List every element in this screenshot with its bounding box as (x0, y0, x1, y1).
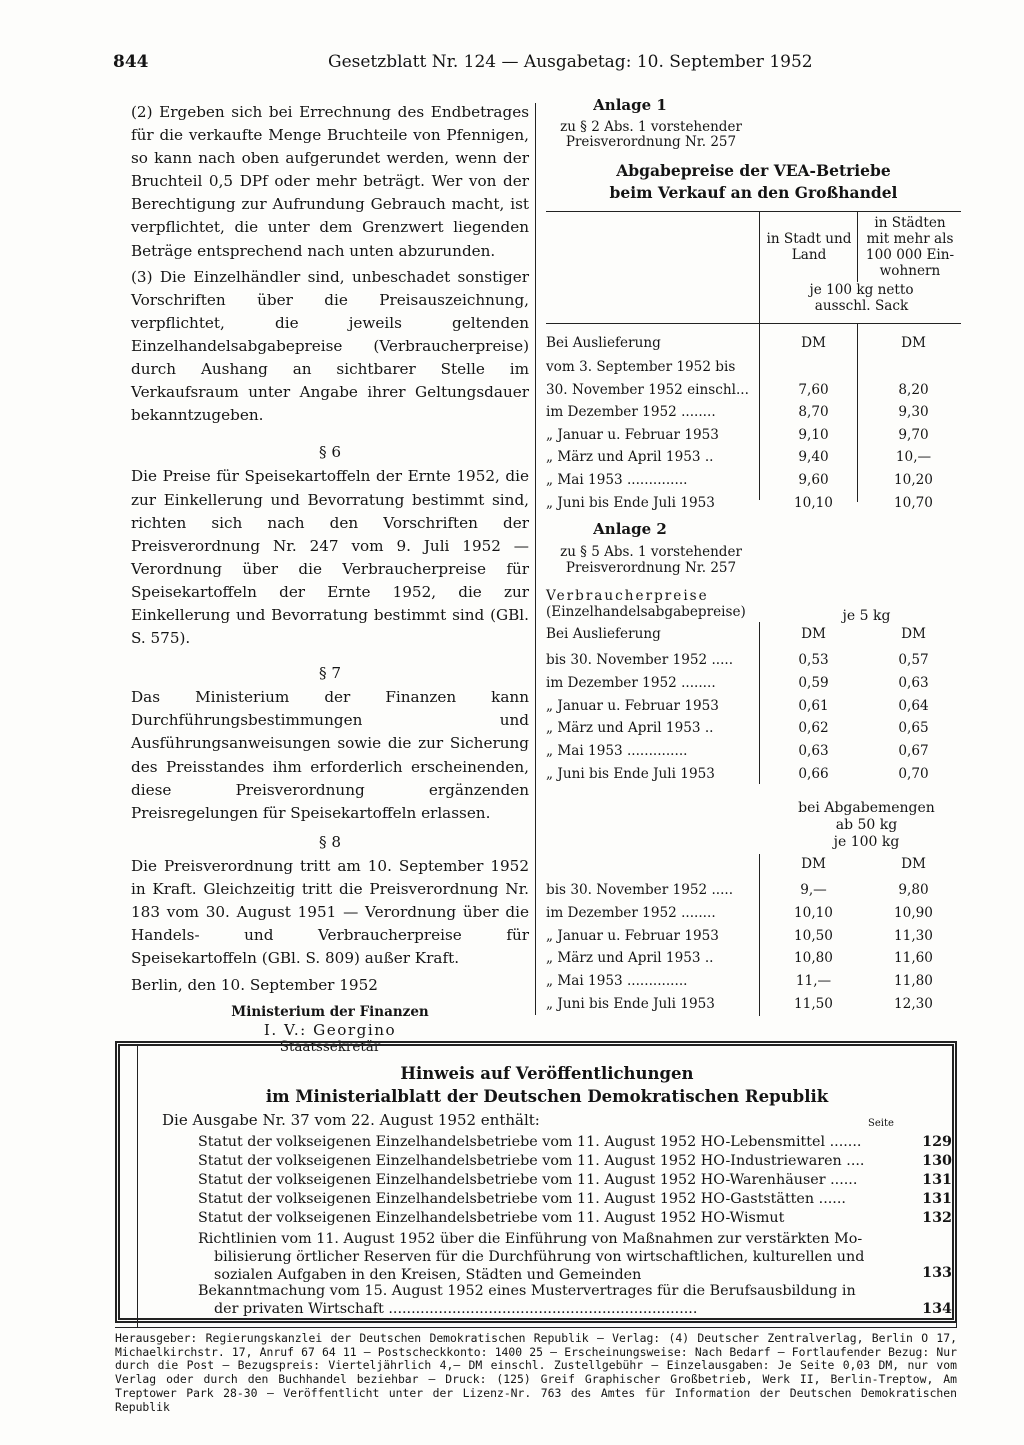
table-1-row-label: „ Juni bis Ende Juli 1953 (546, 494, 715, 511)
toc-item-page: 129 (922, 1134, 952, 1150)
section-7-heading: § 7 (318, 664, 342, 683)
notice-intro: Die Ausgabe Nr. 37 vom 22. August 1952 enthält: (162, 1111, 540, 1129)
right-column (546, 96, 961, 1026)
place-date: Berlin, den 10. September 1952 (131, 976, 378, 995)
toc-item (198, 1152, 952, 1170)
anlage-1-title: Anlage 1 (593, 96, 667, 114)
bei-auslieferung-2: Bei Auslieferung (546, 626, 661, 642)
section-6-text: Die Preise für Speisekartoffeln der Ernte 1952, die zur Einkellerung und Bevorratung bestimmt sind, richten sich nach den Vorschriften der Preisverordnung Nr. 247 vom 9. Juli 1952 — Verordnung über die Verbraucherpreise für Speisekartoffeln der Ernte 1952, die zur Einkellerung und Bevorratung bestimmt sind (GBl. S. 575). (131, 467, 529, 648)
table-3-row-label: „ Juni bis Ende Juli 1953 (546, 996, 715, 1012)
column-divider (535, 103, 536, 1015)
table-1-row (546, 472, 961, 495)
table-1-header-rule (546, 323, 961, 324)
table-1-top-rule (546, 211, 961, 212)
table-2-row (546, 652, 961, 675)
toc-item-page: 131 (922, 1191, 952, 1207)
table-3-row-value-1: 10,80 (794, 950, 833, 967)
table-3-row (546, 928, 961, 951)
currency-3-1: DM (801, 856, 826, 872)
toc-item-text: Statut der volkseigenen Einzelhandelsbetriebe vom 11. August 1952 HO-Wismut (198, 1210, 785, 1226)
toc-item-7 (198, 1282, 952, 1318)
gazette-title: Gesetzblatt Nr. 124 — Ausgabetag: 10. September 1952 (328, 52, 813, 72)
table-1-row-label: „ Januar u. Februar 1953 (546, 426, 719, 443)
table-1-vline-2 (857, 212, 858, 282)
currency-1: DM (801, 335, 826, 351)
page-number: 844 (113, 52, 149, 72)
table-2-row-value-2: 0,67 (898, 743, 929, 760)
table-3-row-value-2: 12,30 (894, 996, 933, 1012)
bulk-line-2: ab 50 kg (835, 817, 898, 833)
table-1-row (546, 449, 961, 472)
table-3-row-value-2: 11,80 (894, 973, 933, 990)
toc-item (198, 1209, 952, 1227)
toc-item-6-page: 133 (922, 1265, 952, 1281)
toc-item-page: 130 (922, 1153, 952, 1169)
table-2-row (546, 698, 961, 721)
table-1-row-label: vom 3. September 1952 bis (546, 359, 736, 375)
page-header (113, 52, 955, 76)
signature-name: I. V.: Georgino (263, 1021, 397, 1040)
table-1-row-value-2: 8,20 (898, 381, 929, 398)
table-3-row-value-2: 10,90 (894, 904, 933, 921)
col-2-line-4: wohnern (879, 263, 941, 279)
signature-role: Staatssekretär (279, 1039, 381, 1056)
einzelhandelsabgabepreise: (Einzelhandelsabgabepreise) (546, 604, 746, 620)
toc-item (198, 1171, 952, 1189)
table-3-row-label: „ Mai 1953 .............. (546, 973, 688, 990)
col-1-line-1: in Stadt und (766, 231, 852, 247)
table-1-row-value-1: 7,60 (798, 381, 829, 398)
table-1-row (546, 404, 961, 427)
table-2-row-label: „ März und April 1953 .. (546, 720, 714, 737)
table-2-row-label: bis 30. November 1952 ..... (546, 652, 734, 668)
table-1-row-label: 30. November 1952 einschl... (546, 381, 749, 398)
notice-box-inner (137, 1046, 957, 1328)
footer-rule (115, 1327, 957, 1328)
notice-title-1: Hinweis auf Veröffentlichungen (400, 1064, 694, 1083)
table-1-row-value-2: 10,70 (894, 494, 933, 511)
table-2-unit: je 5 kg (842, 608, 891, 624)
left-column (131, 101, 529, 1056)
currency-2-1: DM (801, 626, 826, 642)
table-2-subhead-row (546, 626, 961, 649)
table-3-row-label: „ März und April 1953 .. (546, 950, 714, 967)
table-1-row-label: „ Mai 1953 .............. (546, 472, 688, 488)
toc-item-text: Statut der volkseigenen Einzelhandelsbetriebe vom 11. August 1952 HO-Industriewaren .... (198, 1153, 865, 1169)
unit-line-2: ausschl. Sack (814, 298, 909, 314)
currency-3-2: DM (901, 856, 926, 872)
toc-item-text: Statut der volkseigenen Einzelhandelsbetriebe vom 11. August 1952 HO-Warenhäuser ...... (198, 1172, 858, 1188)
table-1-row-value-1: 9,10 (798, 426, 829, 443)
table-1-row-label: im Dezember 1952 ........ (546, 404, 716, 421)
toc-item-7-line-1: Bekanntmachung vom 15. August 1952 eines Mustervertrages für die Berufsausbildung in (198, 1283, 856, 1299)
section-8-text: Die Preisverordnung tritt am 10. September 1952 in Kraft. Gleichzeitig tritt die Preisverordnung Nr. 183 vom 30. August 1951 — Verordnung über die Handels- und Verbraucherpreise für Speisekartoffeln (GBl. S. 809) außer Kraft. (131, 856, 529, 968)
table-2-row (546, 766, 961, 789)
bulk-header (774, 800, 959, 851)
table-2-row (546, 720, 961, 743)
table-2-row-label: „ Mai 1953 .............. (546, 743, 688, 760)
table-1-subhead-row (546, 335, 961, 358)
paragraph-2: (2) Ergeben sich bei Errechnung des Endbetrages für die verkaufte Menge Bruchteile von Pfennigen, so kann nach oben aufgerundet werden, wenn der Bruchteil 0,5 DPf oder mehr beträgt. Wer von der Berechtigung zur Aufrundung Gebrauch macht, ist verpflichtet, die unter dem Grenzwert liegenden Beträge entsprechend nach unten abzurunden. (131, 103, 529, 260)
table-2-row-value-1: 0,62 (798, 720, 829, 737)
table-3-row (546, 882, 961, 905)
table-3-row-value-2: 11,60 (894, 950, 933, 967)
table-1-col-1-header (762, 231, 856, 263)
table-3-row-value-1: 9,— (800, 882, 827, 898)
table-3-row-label: bis 30. November 1952 ..... (546, 882, 734, 898)
col-1-line-2: Land (791, 247, 827, 263)
col-2-line-1: in Städten (874, 215, 946, 231)
table-2-row (546, 675, 961, 698)
anlage-1-heading-2: beim Verkauf an den Großhandel (609, 183, 898, 202)
table-2-row-value-1: 0,66 (798, 766, 829, 782)
table-2-row-value-2: 0,65 (898, 720, 929, 737)
table-3-row (546, 950, 961, 973)
verbraucherpreise: Verbraucherpreise (546, 588, 709, 604)
table-3-row-label: „ Januar u. Februar 1953 (546, 927, 719, 944)
table-1-row-value-1: 9,40 (798, 449, 829, 466)
table-1-row (546, 427, 961, 450)
toc-item-page: 131 (922, 1172, 952, 1188)
table-1-row (546, 382, 961, 405)
table-3-row-value-1: 11,— (795, 973, 832, 990)
col-2-line-2: mit mehr als (866, 231, 954, 247)
currency-2-2: DM (901, 626, 926, 642)
table-2-row-value-1: 0,61 (798, 697, 829, 714)
table-1-row-label: „ März und April 1953 .. (546, 449, 714, 466)
table-1-row-value-2: 9,30 (898, 404, 929, 421)
imprint-footer: Herausgeber: Regierungskanzlei der Deutschen Demokratischen Republik — Verlag: (4) Deutscher Zentralverlag, Berlin O 17, Michaelkirchstr. 17, Anruf 67 64 11 — Postscheckkonto: 1400 25 — Erscheinungsweise: Nach Bedarf — Fortlaufender Bezug: Nur durch die Post — Bezugspreis: Vierteljährlich 4,— DM einschl. Zustellgebühr — Einzelausgaben: Je Seite 0,03 DM, nur vom Verlag oder durch den Buchhandel beziehbar — Druck: (125) Greif Graphischer Großbetrieb, Werk II, Berlin-Treptow, Am Treptower Park 28-30 — Veröffentlicht unter der Lizenz-Nr. 763 des Amtes für Information der Deutschen Demokratischen Republik (115, 1331, 957, 1414)
notice-box (115, 1041, 957, 1323)
paragraph-3: (3) Die Einzelhändler sind, unbeschadet sonstiger Vorschriften über die Preisauszeichnung, verpflichtet, die jeweils geltenden Einzelhandelsabgabepreise (Verbraucherpreise) durch Aushang an sichtbarer Stelle im Verkaufsraum unter Angabe ihrer Geltungsdauer bekanntzugeben. (131, 267, 529, 425)
toc-item-6-line-3: sozialen Aufgaben in den Kreisen, Städten und Gemeinden (214, 1267, 642, 1283)
unit-line-1: je 100 kg netto (809, 282, 914, 298)
table-2-row-label: im Dezember 1952 ........ (546, 674, 716, 691)
table-1-row-value-2: 10,20 (894, 472, 933, 488)
table-2-row (546, 743, 961, 766)
table-1-row (546, 495, 961, 518)
table-1-row (546, 359, 961, 382)
toc-item (198, 1133, 952, 1151)
toc-item-7-line-2: der privaten Wirtschaft .................................................................... (214, 1301, 698, 1317)
table-3-row-value-1: 10,10 (794, 904, 833, 921)
toc-item-6-line-2: bilisierung örtlicher Reserven für die Durchführung von wirtschaftlichen, kulturellen und (214, 1249, 865, 1265)
currency-2: DM (901, 335, 926, 351)
table-2-row-value-2: 0,64 (898, 697, 929, 714)
table-3-row-value-2: 9,80 (898, 882, 929, 898)
toc-item-page: 132 (922, 1210, 952, 1226)
table-1-row-value-2: 9,70 (898, 426, 929, 443)
table-2-row-label: „ Januar u. Februar 1953 (546, 697, 719, 714)
table-1-col-2-header (860, 215, 960, 279)
toc-item-6 (198, 1230, 952, 1284)
bei-auslieferung: Bei Auslieferung (546, 335, 661, 351)
bulk-line-1: bei Abgabemengen (798, 800, 935, 816)
table-1-row-value-1: 8,70 (798, 404, 829, 421)
anlage-2-ref-2: Preisverordnung Nr. 257 (565, 560, 737, 576)
col-2-line-3: 100 000 Ein- (865, 247, 955, 263)
anlage-1-ref-1: zu § 2 Abs. 1 vorstehender (560, 119, 742, 135)
table-3-row-value-2: 11,30 (894, 927, 933, 944)
toc-item-6-line-1: Richtlinien vom 11. August 1952 über die Einführung von Maßnahmen zur verstärkten Mo- (198, 1231, 863, 1247)
section-6-heading: § 6 (318, 443, 342, 462)
seite-label: Seite (868, 1118, 894, 1129)
toc-item (198, 1190, 952, 1208)
section-8-heading: § 8 (318, 832, 342, 851)
toc-item-text: Statut der volkseigenen Einzelhandelsbetriebe vom 11. August 1952 HO-Gaststätten ...... (198, 1191, 846, 1207)
table-1-row-value-1: 10,10 (794, 494, 833, 511)
notice-title-2: im Ministerialblatt der Deutschen Demokratischen Republik (265, 1087, 829, 1106)
table-1-row-value-2: 10,— (895, 449, 932, 466)
table-2-row-label: „ Juni bis Ende Juli 1953 (546, 766, 715, 782)
table-3-subhead-row (546, 856, 961, 879)
anlage-1-heading-1: Abgabepreise der VEA-Betriebe (616, 161, 891, 180)
anlage-2-title: Anlage 2 (593, 520, 667, 538)
table-2-row-value-1: 0,53 (798, 652, 829, 668)
signature-org: Ministerium der Finanzen (231, 1004, 429, 1021)
table-3-row-value-1: 11,50 (794, 996, 833, 1012)
table-2-row-value-2: 0,70 (898, 766, 929, 782)
table-2-row-value-1: 0,63 (798, 743, 829, 760)
toc-item-7-page: 134 (922, 1301, 952, 1317)
anlage-1-ref-2: Preisverordnung Nr. 257 (565, 134, 737, 150)
table-1-unit (762, 282, 961, 314)
toc-item-text: Statut der volkseigenen Einzelhandelsbetriebe vom 11. August 1952 HO-Lebensmittel ....... (198, 1134, 862, 1150)
table-1-row-value-1: 9,60 (798, 472, 829, 488)
table-2-row-value-1: 0,59 (798, 674, 829, 691)
table-3-row (546, 996, 961, 1019)
anlage-2-ref-1: zu § 5 Abs. 1 vorstehender (560, 544, 742, 560)
table-3-row (546, 905, 961, 928)
table-3-row-value-1: 10,50 (794, 927, 833, 944)
table-2-row-value-2: 0,63 (898, 674, 929, 691)
table-3-row (546, 973, 961, 996)
bulk-line-3: je 100 kg (833, 834, 900, 850)
section-7-text: Das Ministerium der Finanzen kann Durchführungsbestimmungen und Ausführungsanweisungen sowie die zur Sicherung des Preisstandes ihm erforderlich erscheinenden, diese Preisverordnung ergänzenden Preisregelungen für Speisekartoffeln erlassen. (131, 688, 529, 822)
table-2-row-value-2: 0,57 (898, 652, 929, 668)
table-3-row-label: im Dezember 1952 ........ (546, 904, 716, 921)
